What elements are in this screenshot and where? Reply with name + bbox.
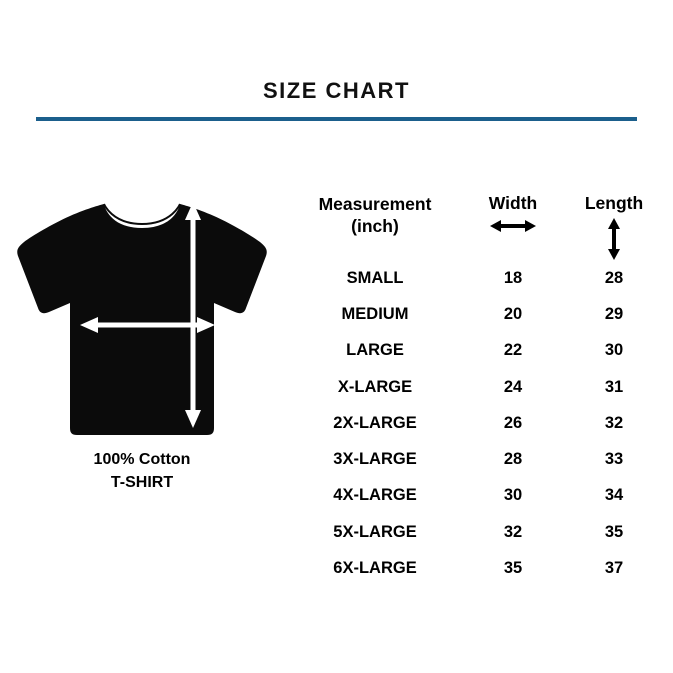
row-width: 32 bbox=[503, 522, 523, 541]
length-double-arrow-icon bbox=[606, 218, 622, 260]
header-length-label: Length bbox=[584, 193, 644, 213]
header-width-label: Width bbox=[488, 193, 538, 213]
header-measurement bbox=[286, 193, 464, 260]
table-row bbox=[286, 478, 666, 514]
header-length bbox=[562, 193, 666, 260]
header-measurement-unit: (inch) bbox=[351, 216, 399, 237]
row-size: X-LARGE bbox=[337, 377, 413, 396]
row-size: 5X-LARGE bbox=[333, 522, 417, 541]
row-width: 24 bbox=[503, 377, 523, 396]
row-length: 35 bbox=[604, 522, 624, 541]
table-row bbox=[286, 369, 666, 405]
row-size: 6X-LARGE bbox=[333, 559, 417, 578]
table-row bbox=[286, 260, 666, 296]
row-width: 30 bbox=[503, 486, 523, 505]
row-length: 32 bbox=[604, 413, 624, 432]
size-table-body bbox=[286, 260, 666, 587]
row-size: MEDIUM bbox=[341, 304, 409, 323]
row-size: 2X-LARGE bbox=[333, 413, 417, 432]
row-width: 22 bbox=[503, 341, 523, 360]
page-title: SIZE CHART bbox=[263, 78, 410, 103]
row-length: 30 bbox=[604, 341, 624, 360]
table-row bbox=[286, 514, 666, 550]
row-size: 4X-LARGE bbox=[333, 486, 417, 505]
table-row bbox=[286, 296, 666, 332]
header-measurement-label: Measurement bbox=[318, 194, 432, 214]
row-length: 34 bbox=[604, 486, 624, 505]
size-table-wrapper bbox=[286, 193, 666, 587]
row-length: 28 bbox=[604, 268, 624, 287]
header-width bbox=[464, 193, 562, 260]
row-width: 28 bbox=[503, 450, 523, 469]
width-double-arrow-icon bbox=[490, 218, 536, 234]
row-size: SMALL bbox=[346, 268, 404, 287]
tshirt-caption-line1: 100% Cotton bbox=[93, 451, 191, 468]
title-divider bbox=[36, 117, 637, 121]
tshirt-caption bbox=[8, 448, 276, 494]
table-row bbox=[286, 405, 666, 441]
row-length: 33 bbox=[604, 450, 624, 469]
tshirt-graphic bbox=[8, 190, 276, 440]
row-length: 31 bbox=[604, 377, 624, 396]
table-header-row bbox=[286, 193, 666, 260]
tshirt-illustration bbox=[8, 190, 276, 520]
size-table bbox=[286, 193, 666, 587]
row-width: 35 bbox=[503, 559, 523, 578]
row-width: 20 bbox=[503, 304, 523, 323]
row-width: 18 bbox=[503, 268, 523, 287]
row-width: 26 bbox=[503, 413, 523, 432]
tshirt-caption-line2: T-SHIRT bbox=[110, 474, 174, 492]
row-size: LARGE bbox=[346, 341, 404, 360]
table-row bbox=[286, 441, 666, 477]
row-length: 37 bbox=[604, 559, 624, 578]
row-length: 29 bbox=[604, 304, 624, 323]
row-size: 3X-LARGE bbox=[333, 450, 417, 469]
table-row bbox=[286, 333, 666, 369]
table-row bbox=[286, 550, 666, 586]
